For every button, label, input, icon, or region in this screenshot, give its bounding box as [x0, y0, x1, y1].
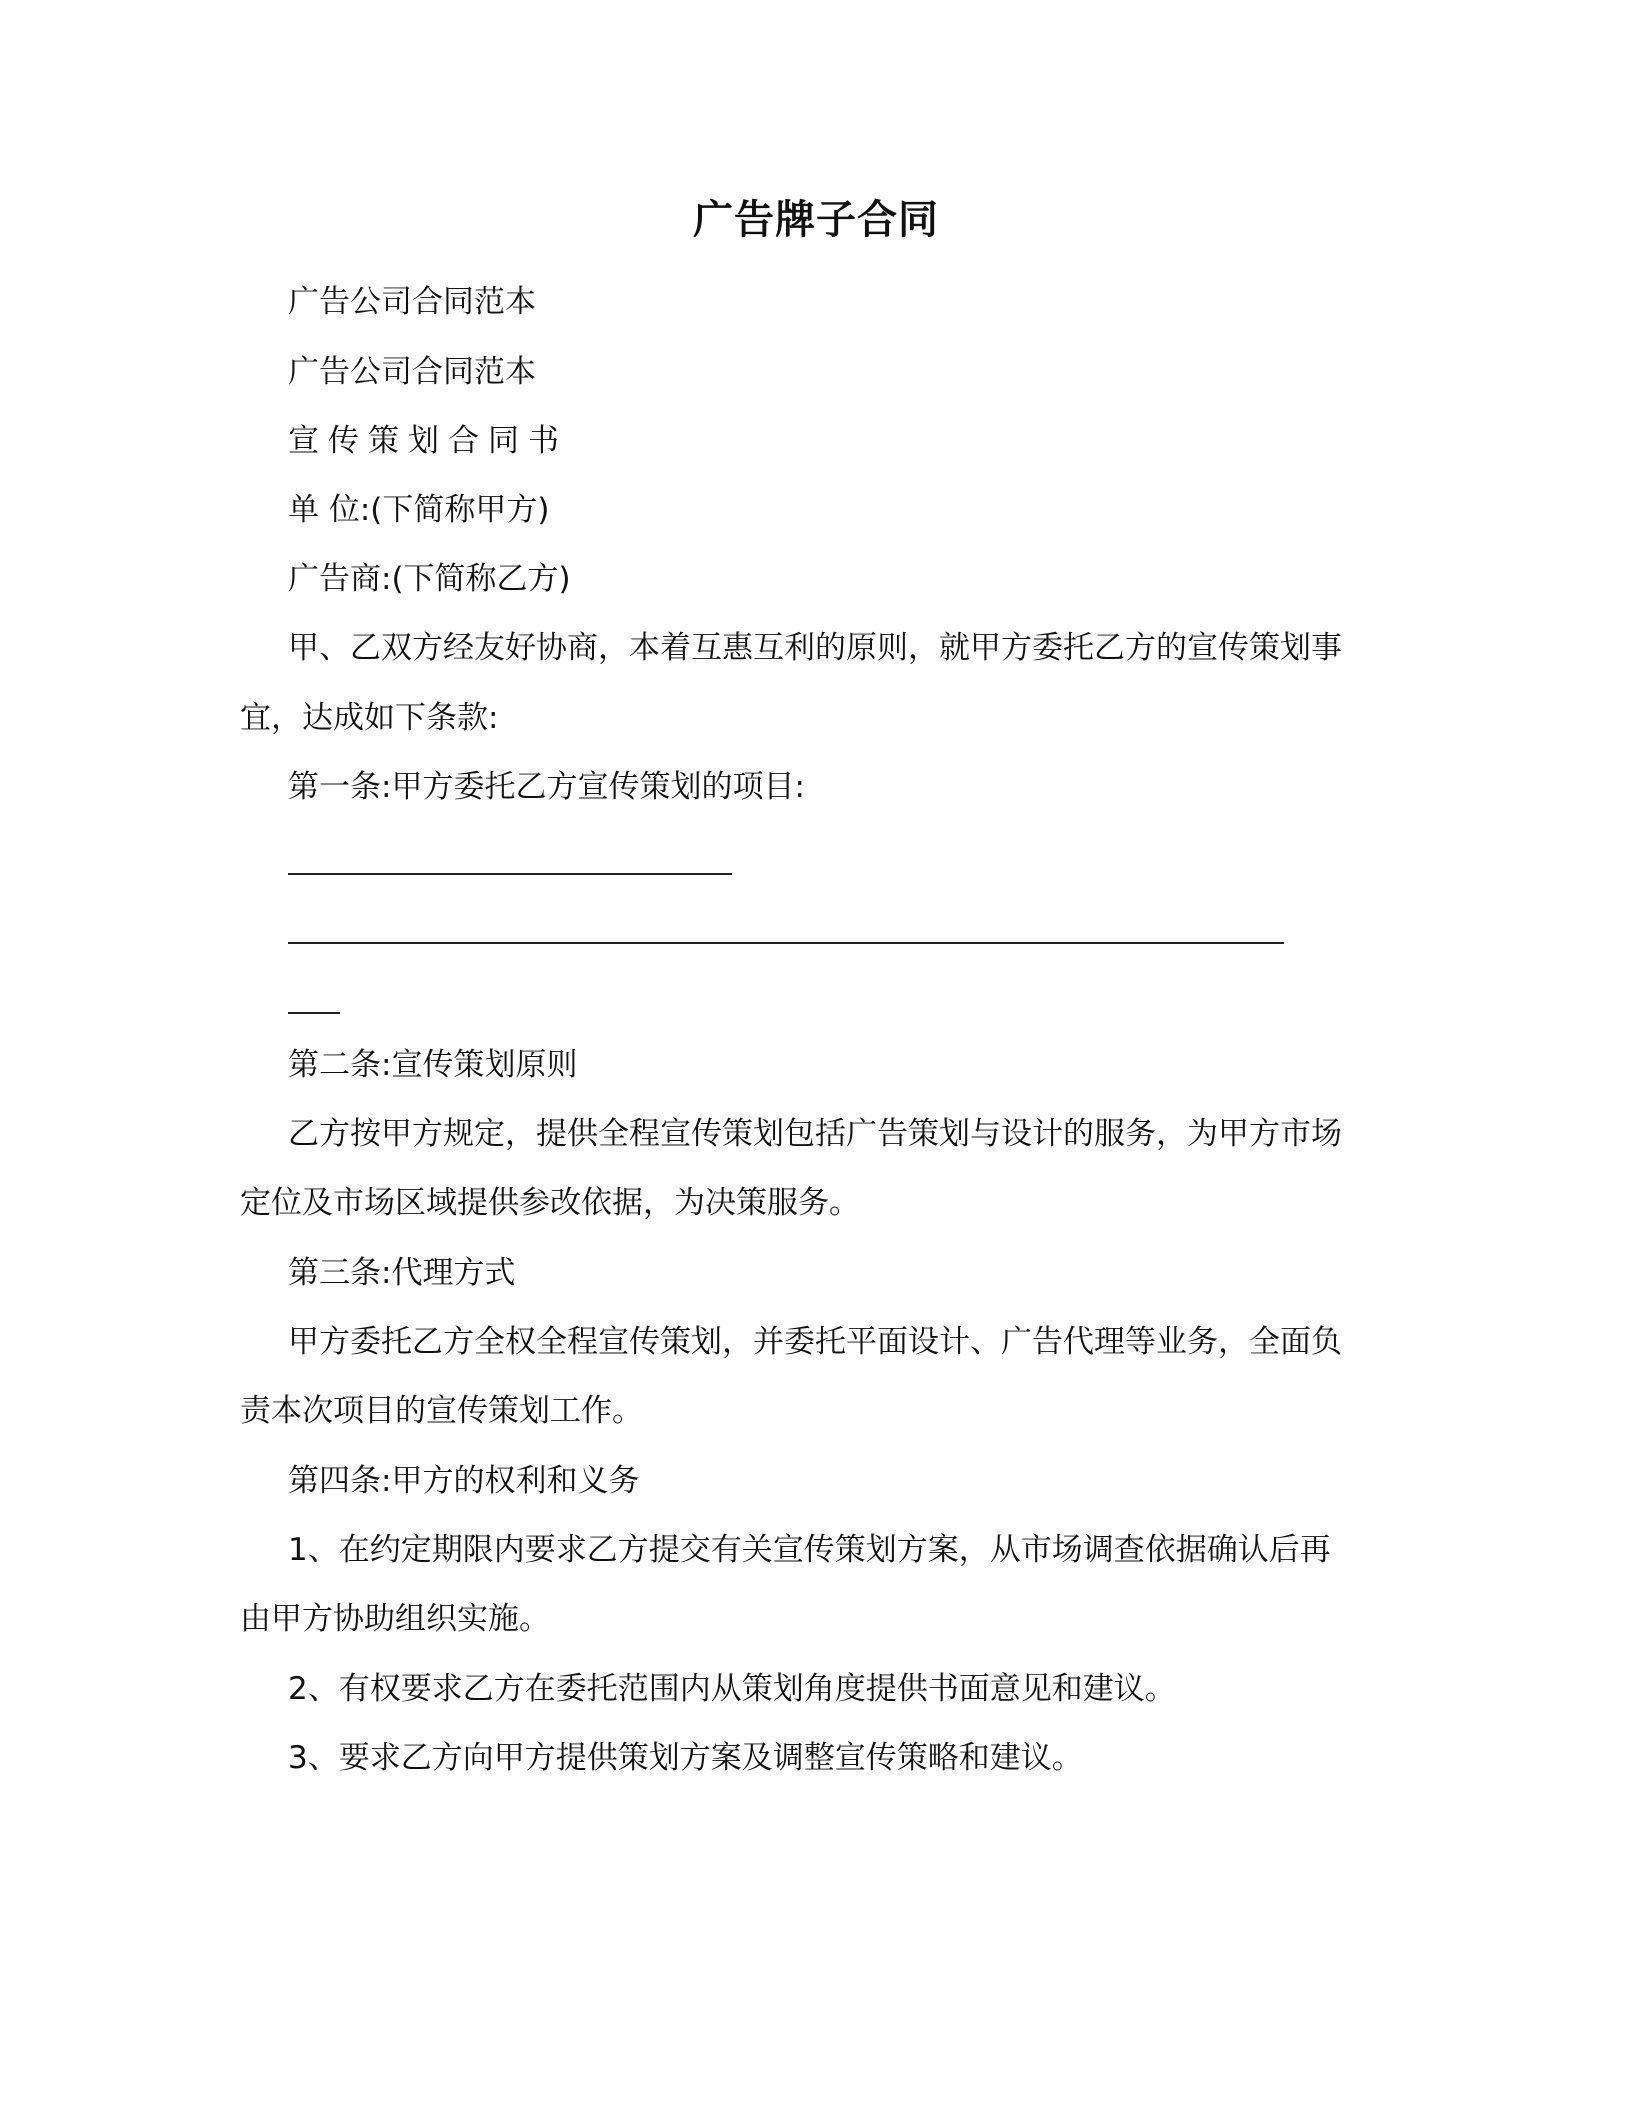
- list-item-line: 由甲方协助组织实施。: [240, 1601, 550, 1637]
- clause-heading: 第一条:甲方委托乙方宣传策划的项目:: [288, 769, 805, 805]
- clause-heading: 第四条:甲方的权利和义务: [288, 1463, 640, 1499]
- fill-in-blank-line: [288, 942, 1284, 944]
- clause-heading: 第三条:代理方式: [288, 1255, 516, 1291]
- party-b-line: 广告商:(下简称乙方): [288, 561, 571, 597]
- paragraph-line: 责本次项目的宣传策划工作。: [240, 1393, 643, 1429]
- paragraph-line: 乙方按甲方规定，提供全程宣传策划包括广告策划与设计的服务，为甲方市场: [288, 1116, 1342, 1152]
- list-item-line: 3、要求乙方向甲方提供策划方案及调整宣传策略和建议。: [288, 1740, 1083, 1776]
- list-item-line: 1、在约定期限内要求乙方提交有关宣传策划方案，从市场调查依据确认后再: [288, 1532, 1331, 1568]
- subtitle-line: 广告公司合同范本: [288, 284, 536, 320]
- paragraph-line: 宜，达成如下条款:: [240, 700, 499, 736]
- contract-name-line: 宣传策划合同书: [288, 423, 568, 459]
- fill-in-blank-line: [288, 873, 732, 875]
- paragraph-line: 定位及市场区域提供参改依据，为决策服务。: [240, 1185, 860, 1221]
- paragraph-line: 甲方委托乙方全权全程宣传策划，并委托平面设计、广告代理等业务，全面负: [288, 1324, 1342, 1360]
- fill-in-blank-line: [288, 1012, 340, 1014]
- subtitle-line: 广告公司合同范本: [288, 354, 536, 390]
- party-a-line: 单 位:(下简称甲方): [288, 492, 550, 528]
- clause-heading: 第二条:宣传策划原则: [288, 1047, 578, 1083]
- document-title: 广告牌子合同: [693, 197, 939, 243]
- paragraph-line: 甲、乙双方经友好协商，本着互惠互利的原则，就甲方委托乙方的宣传策划事: [288, 630, 1342, 666]
- list-item-line: 2、有权要求乙方在委托范围内从策划角度提供书面意见和建议。: [288, 1671, 1176, 1707]
